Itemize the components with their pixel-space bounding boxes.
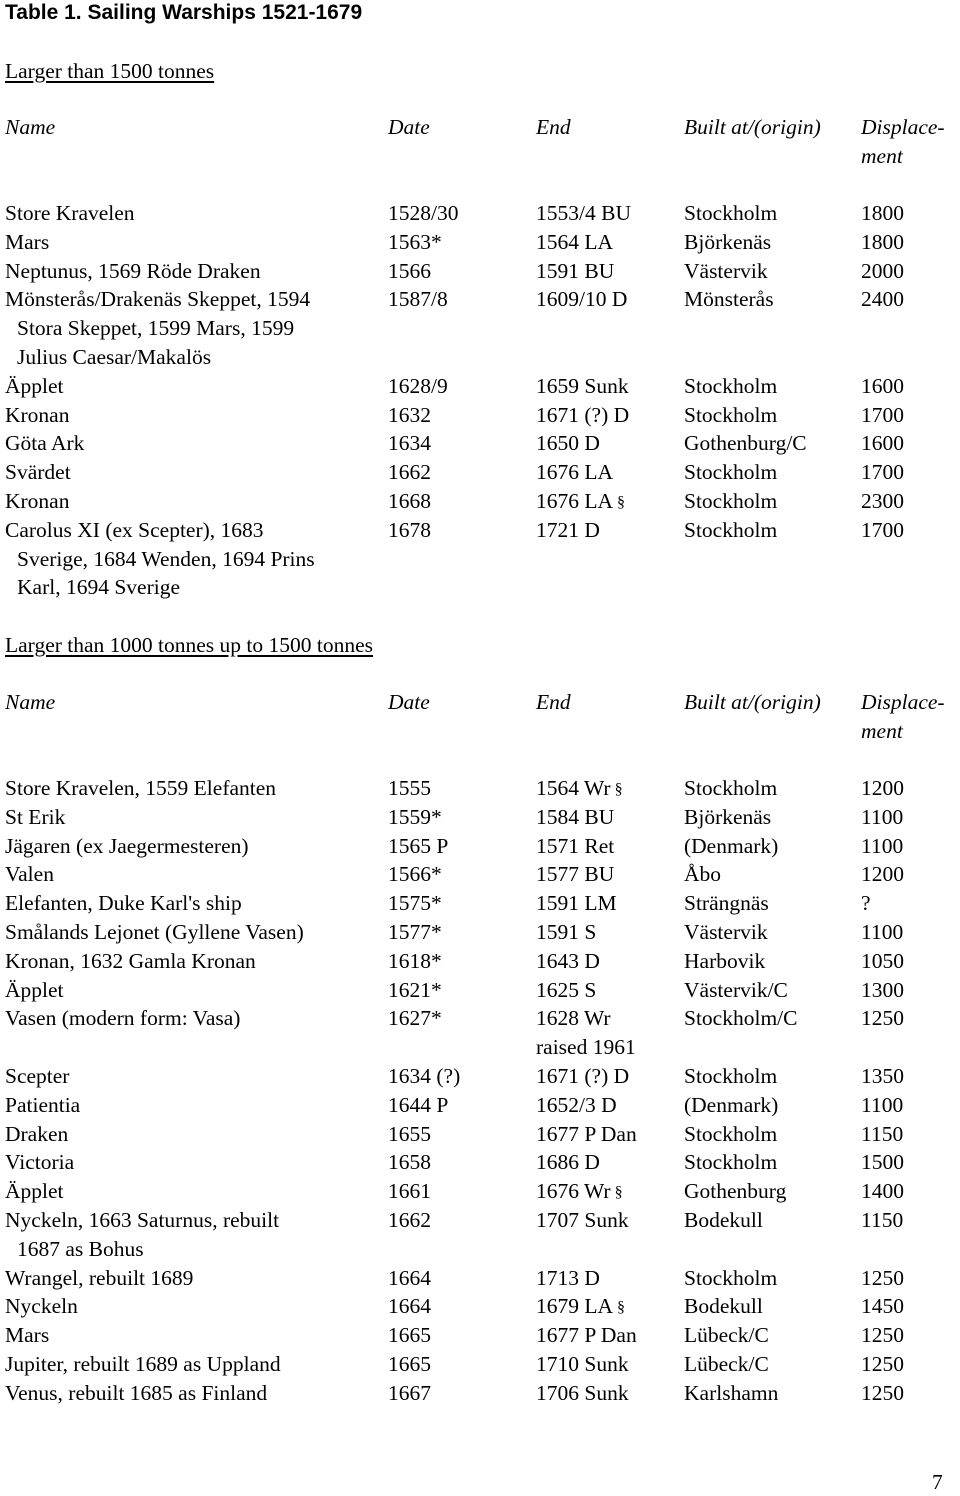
ship-name-cell (5, 860, 385, 889)
displacement-cell: 1450 (861, 1294, 904, 1319)
table-row (5, 199, 955, 228)
end-cell: 1591 BU (536, 258, 615, 283)
ship-name-cell (5, 228, 385, 257)
ship-name-cell (5, 774, 385, 803)
end-cell: 1609/10 D (536, 287, 628, 312)
date-cell: 1665 (388, 1351, 431, 1376)
table-row (5, 1206, 955, 1264)
table-body-1000-1500 (5, 774, 955, 1408)
date-cell: 1634 (388, 431, 431, 456)
date-cell: 1627* (388, 1006, 442, 1031)
built-at-cell: Åbo (684, 862, 722, 887)
ship-name: Draken (5, 1121, 69, 1146)
ship-name: Äpplet (5, 1179, 64, 1204)
ship-name: Göta Ark (5, 431, 85, 456)
ship-name-cell (5, 1091, 385, 1120)
ship-name-cell (5, 1148, 385, 1177)
end-cell: 1553/4 BU (536, 201, 631, 225)
end-cell: 1713 D (536, 1265, 600, 1290)
built-at-cell: Mönsterås (684, 287, 774, 312)
table-row (5, 257, 955, 286)
ship-name-cell (5, 257, 385, 286)
ship-name-cell (5, 918, 385, 947)
ship-name-cell (5, 889, 385, 918)
end-cell: 1676 Wr § (536, 1177, 623, 1208)
section-heading-1000-1500: Larger than 1000 tonnes up to 1500 tonnes (5, 633, 374, 657)
end-cell: 1591 S (536, 919, 597, 944)
ship-name: Vasen (modern form: Vasa) (5, 1006, 241, 1031)
displacement-cell: 1200 (861, 776, 904, 800)
table-body-over-1500 (5, 199, 955, 602)
built-at-cell: Lübeck/C (684, 1351, 769, 1376)
date-cell: 1668 (388, 488, 431, 513)
ship-name: Valen (5, 862, 54, 887)
end-cell: 1677 P Dan (536, 1121, 637, 1146)
displacement-cell: 1100 (861, 919, 904, 944)
table-row (5, 401, 955, 430)
date-cell: 1658 (388, 1150, 431, 1175)
end-cell: 1721 D (536, 517, 600, 542)
ship-name: Neptunus, 1569 Röde Draken (5, 258, 261, 283)
end-cell: 1671 (?) D (536, 1063, 630, 1088)
built-at-cell: Bodekull (684, 1294, 763, 1319)
table-row (5, 1177, 955, 1206)
ship-name-cell (5, 1321, 385, 1350)
end-cell: 1707 Sunk (536, 1207, 629, 1232)
built-at-cell: Stockholm/C (684, 1006, 798, 1031)
displacement-cell: 1700 (861, 402, 904, 427)
section-mark: § (617, 493, 626, 511)
end-cell: 1650 D (536, 431, 600, 456)
ship-name: Store Kravelen (5, 201, 135, 225)
table-row (5, 1292, 955, 1321)
table-row (5, 1091, 955, 1120)
built-at-cell: Stockholm (684, 488, 778, 513)
date-cell: 1565 P (388, 833, 449, 858)
table-row (5, 1120, 955, 1149)
ship-name: St Erik (5, 804, 66, 829)
ship-name: Mars (5, 1323, 50, 1348)
displacement-cell: 1600 (861, 373, 904, 398)
displacement-cell: 1150 (861, 1121, 904, 1146)
header-displacement: Displace- ment (861, 115, 945, 168)
table-row (5, 1062, 955, 1091)
end-cell: 1676 LA § (536, 487, 625, 518)
header-end: End (536, 690, 571, 714)
end-cell: 1577 BU (536, 862, 615, 887)
ship-name-cell (5, 372, 385, 401)
ship-name-cell (5, 285, 385, 371)
date-cell: 1655 (388, 1121, 431, 1146)
date-cell: 1555 (388, 776, 431, 800)
date-cell: 1566* (388, 862, 442, 887)
date-cell: 1664 (388, 1265, 431, 1290)
displacement-cell: 1250 (861, 1006, 904, 1031)
date-cell: 1664 (388, 1294, 431, 1319)
built-at-cell: Västervik (684, 919, 768, 944)
table-row (5, 372, 955, 401)
end-cell: 1591 LM (536, 891, 617, 916)
ship-name: 1687 as Bohus (17, 1236, 144, 1261)
built-at-cell: Bodekull (684, 1207, 763, 1232)
end-cell: 1659 Sunk (536, 373, 629, 398)
ship-name: Patientia (5, 1092, 81, 1117)
ship-name: Kronan (5, 488, 70, 513)
end-cell: 1679 LA § (536, 1292, 625, 1323)
end-cell: 1671 (?) D (536, 402, 630, 427)
ship-name-cell (5, 1264, 385, 1293)
header-name: Name (5, 690, 56, 714)
displacement-cell: 1050 (861, 948, 904, 973)
ship-name: Store Kravelen, 1559 Elefanten (5, 776, 277, 800)
built-at-cell: Björkenäs (684, 804, 772, 829)
section-mark: § (617, 1299, 626, 1317)
section-mark: § (614, 781, 623, 798)
table-row (5, 487, 955, 516)
date-cell: 1662 (388, 1207, 431, 1232)
end-cell: 1564 Wr § (536, 774, 623, 805)
displacement-cell: 1600 (861, 431, 904, 456)
date-cell: 1628/9 (388, 373, 448, 398)
date-cell: 1632 (388, 402, 431, 427)
displacement-cell: 1800 (861, 229, 904, 254)
ship-name: Elefanten, Duke Karl's ship (5, 891, 242, 916)
table-row (5, 832, 955, 861)
date-cell: 1662 (388, 460, 431, 485)
ship-name-cell (5, 199, 385, 228)
header-date: Date (388, 690, 430, 714)
displacement-cell: 2300 (861, 488, 904, 513)
date-cell: 1667 (388, 1380, 431, 1405)
date-cell: 1559* (388, 804, 442, 829)
end-cell: 1706 Sunk (536, 1380, 629, 1405)
displacement-cell: 1700 (861, 517, 904, 542)
built-at-cell: Stockholm (684, 776, 778, 800)
built-at-cell: Gothenburg (684, 1179, 787, 1204)
displacement-cell: 1250 (861, 1380, 904, 1405)
displacement-cell: 1350 (861, 1063, 904, 1088)
date-cell: 1563* (388, 229, 442, 254)
ship-name: Nyckeln, 1663 Saturnus, rebuilt (5, 1207, 280, 1232)
displacement-cell: 1250 (861, 1351, 904, 1376)
header-displacement: Displace- ment (861, 690, 945, 743)
displacement-cell: ? (861, 891, 871, 916)
ship-name-cell (5, 976, 385, 1005)
date-cell: 1566 (388, 258, 431, 283)
ship-name: Äpplet (5, 373, 64, 398)
date-cell: 1528/30 (388, 201, 459, 225)
date-cell: 1644 P (388, 1092, 449, 1117)
table-row (5, 1350, 955, 1379)
ship-name-cell (5, 487, 385, 516)
header-date: Date (388, 115, 430, 139)
table-row (5, 1004, 955, 1062)
table-header-1 (5, 113, 955, 171)
end-cell: 1564 LA (536, 229, 614, 254)
date-cell: 1621* (388, 977, 442, 1002)
header-name: Name (5, 115, 56, 139)
built-at-cell: Björkenäs (684, 229, 772, 254)
table-row (5, 1379, 955, 1408)
built-at-cell: Stockholm (684, 402, 778, 427)
table-row (5, 774, 955, 803)
end-cell: 1628 Wr raised 1961 (536, 1004, 636, 1062)
date-cell: 1587/8 (388, 287, 448, 312)
date-cell: 1665 (388, 1323, 431, 1348)
ship-name-cell (5, 947, 385, 976)
built-at-cell: Stockholm (684, 373, 778, 398)
date-cell: 1575* (388, 891, 442, 916)
ship-name: Jupiter, rebuilt 1689 as Uppland (5, 1351, 281, 1376)
ship-name-cell (5, 1292, 385, 1321)
ship-name: Julius Caesar/Makalös (17, 344, 212, 369)
built-at-cell: (Denmark) (684, 1092, 779, 1117)
ship-name: Nyckeln (5, 1294, 78, 1319)
ship-name-cell (5, 1206, 385, 1264)
table-row (5, 918, 955, 947)
ship-name-cell (5, 1120, 385, 1149)
end-cell: 1676 LA (536, 460, 614, 485)
built-at-cell: Karlshamn (684, 1380, 779, 1405)
displacement-cell: 1500 (861, 1150, 904, 1175)
ship-name-cell (5, 401, 385, 430)
table-row (5, 1148, 955, 1177)
ship-name: Scepter (5, 1063, 70, 1088)
table-title: Table 1. Sailing Warships 1521-1679 (5, 1, 363, 24)
ship-name: Mönsterås/Drakenäs Skeppet, 1594 (5, 287, 311, 312)
end-cell: 1652/3 D (536, 1092, 617, 1117)
displacement-cell: 1800 (861, 201, 904, 225)
ship-name: Äpplet (5, 977, 64, 1002)
table-row (5, 429, 955, 458)
date-cell: 1661 (388, 1179, 431, 1204)
displacement-cell: 1100 (861, 804, 904, 829)
table-header-2 (5, 688, 955, 746)
built-at-cell: Harbovik (684, 948, 766, 973)
displacement-cell: 1250 (861, 1265, 904, 1290)
ship-name: Svärdet (5, 460, 71, 485)
built-at-cell: Stockholm (684, 1150, 778, 1175)
ship-name-cell (5, 803, 385, 832)
page-number: 7 (932, 1470, 943, 1494)
built-at-cell: Stockholm (684, 517, 778, 542)
displacement-cell: 1150 (861, 1207, 904, 1232)
built-at-cell: Stockholm (684, 201, 778, 225)
ship-name: Kronan (5, 402, 70, 427)
built-at-cell: Stockholm (684, 1265, 778, 1290)
date-cell: 1618* (388, 948, 442, 973)
header-built: Built at/(origin) (684, 115, 821, 139)
ship-name: Jägaren (ex Jaegermesteren) (5, 833, 249, 858)
displacement-cell: 2400 (861, 287, 904, 312)
displacement-cell: 1400 (861, 1179, 904, 1204)
end-note: raised 1961 (536, 1035, 636, 1060)
table-row (5, 976, 955, 1005)
date-cell: 1634 (?) (388, 1063, 461, 1088)
ship-name-cell (5, 1004, 385, 1033)
built-at-cell: Västervik/C (684, 977, 788, 1002)
ship-name: Sverige, 1684 Wenden, 1694 Prins (17, 546, 315, 571)
ship-name-cell (5, 1379, 385, 1408)
displacement-cell: 1300 (861, 977, 904, 1002)
ship-name-cell (5, 1177, 385, 1206)
displacement-cell: 1100 (861, 1092, 904, 1117)
end-cell: 1571 Ret (536, 833, 615, 858)
end-cell: 1625 S (536, 977, 597, 1002)
table-row (5, 803, 955, 832)
table-row (5, 458, 955, 487)
header-end: End (536, 115, 571, 139)
ship-name: Kronan, 1632 Gamla Kronan (5, 948, 256, 973)
header-built: Built at/(origin) (684, 690, 821, 714)
built-at-cell: Gothenburg/C (684, 431, 807, 456)
table-row (5, 285, 955, 371)
ship-name: Karl, 1694 Sverige (17, 575, 181, 600)
ship-name-cell (5, 832, 385, 861)
ship-name-cell (5, 1062, 385, 1091)
date-cell: 1678 (388, 517, 431, 542)
table-row (5, 889, 955, 918)
ship-name-cell (5, 458, 385, 487)
table-row (5, 228, 955, 257)
ship-name: Smålands Lejonet (Gyllene Vasen) (5, 919, 304, 944)
table-row (5, 1264, 955, 1293)
displacement-cell: 1200 (861, 862, 904, 887)
table-row (5, 947, 955, 976)
built-at-cell: (Denmark) (684, 833, 779, 858)
displacement-cell: 1100 (861, 833, 904, 858)
ship-name: Victoria (5, 1150, 75, 1175)
displacement-cell: 2000 (861, 258, 904, 283)
date-cell: 1577* (388, 919, 442, 944)
ship-name: Venus, rebuilt 1685 as Finland (5, 1380, 268, 1405)
end-cell: 1677 P Dan (536, 1323, 637, 1348)
displacement-cell: 1700 (861, 460, 904, 485)
table-row (5, 1321, 955, 1350)
section-heading-over-1500: Larger than 1500 tonnes (5, 59, 215, 83)
built-at-cell: Strängnäs (684, 891, 769, 916)
ship-name-cell (5, 1350, 385, 1379)
built-at-cell: Stockholm (684, 1063, 778, 1088)
ship-name: Mars (5, 229, 50, 254)
table-row (5, 860, 955, 889)
built-at-cell: Stockholm (684, 1121, 778, 1146)
built-at-cell: Västervik (684, 258, 768, 283)
end-cell: 1643 D (536, 948, 600, 973)
displacement-cell: 1250 (861, 1323, 904, 1348)
ship-name-cell (5, 516, 385, 602)
end-cell: 1686 D (536, 1150, 600, 1175)
ship-name: Carolus XI (ex Scepter), 1683 (5, 517, 264, 542)
end-cell: 1710 Sunk (536, 1351, 629, 1376)
built-at-cell: Stockholm (684, 460, 778, 485)
end-cell: 1584 BU (536, 804, 615, 829)
ship-name: Wrangel, rebuilt 1689 (5, 1265, 194, 1290)
ship-name: Stora Skeppet, 1599 Mars, 1599 (17, 316, 295, 341)
ship-name-cell (5, 429, 385, 458)
built-at-cell: Lübeck/C (684, 1323, 769, 1348)
table-row (5, 516, 955, 602)
section-mark: § (614, 1184, 623, 1202)
